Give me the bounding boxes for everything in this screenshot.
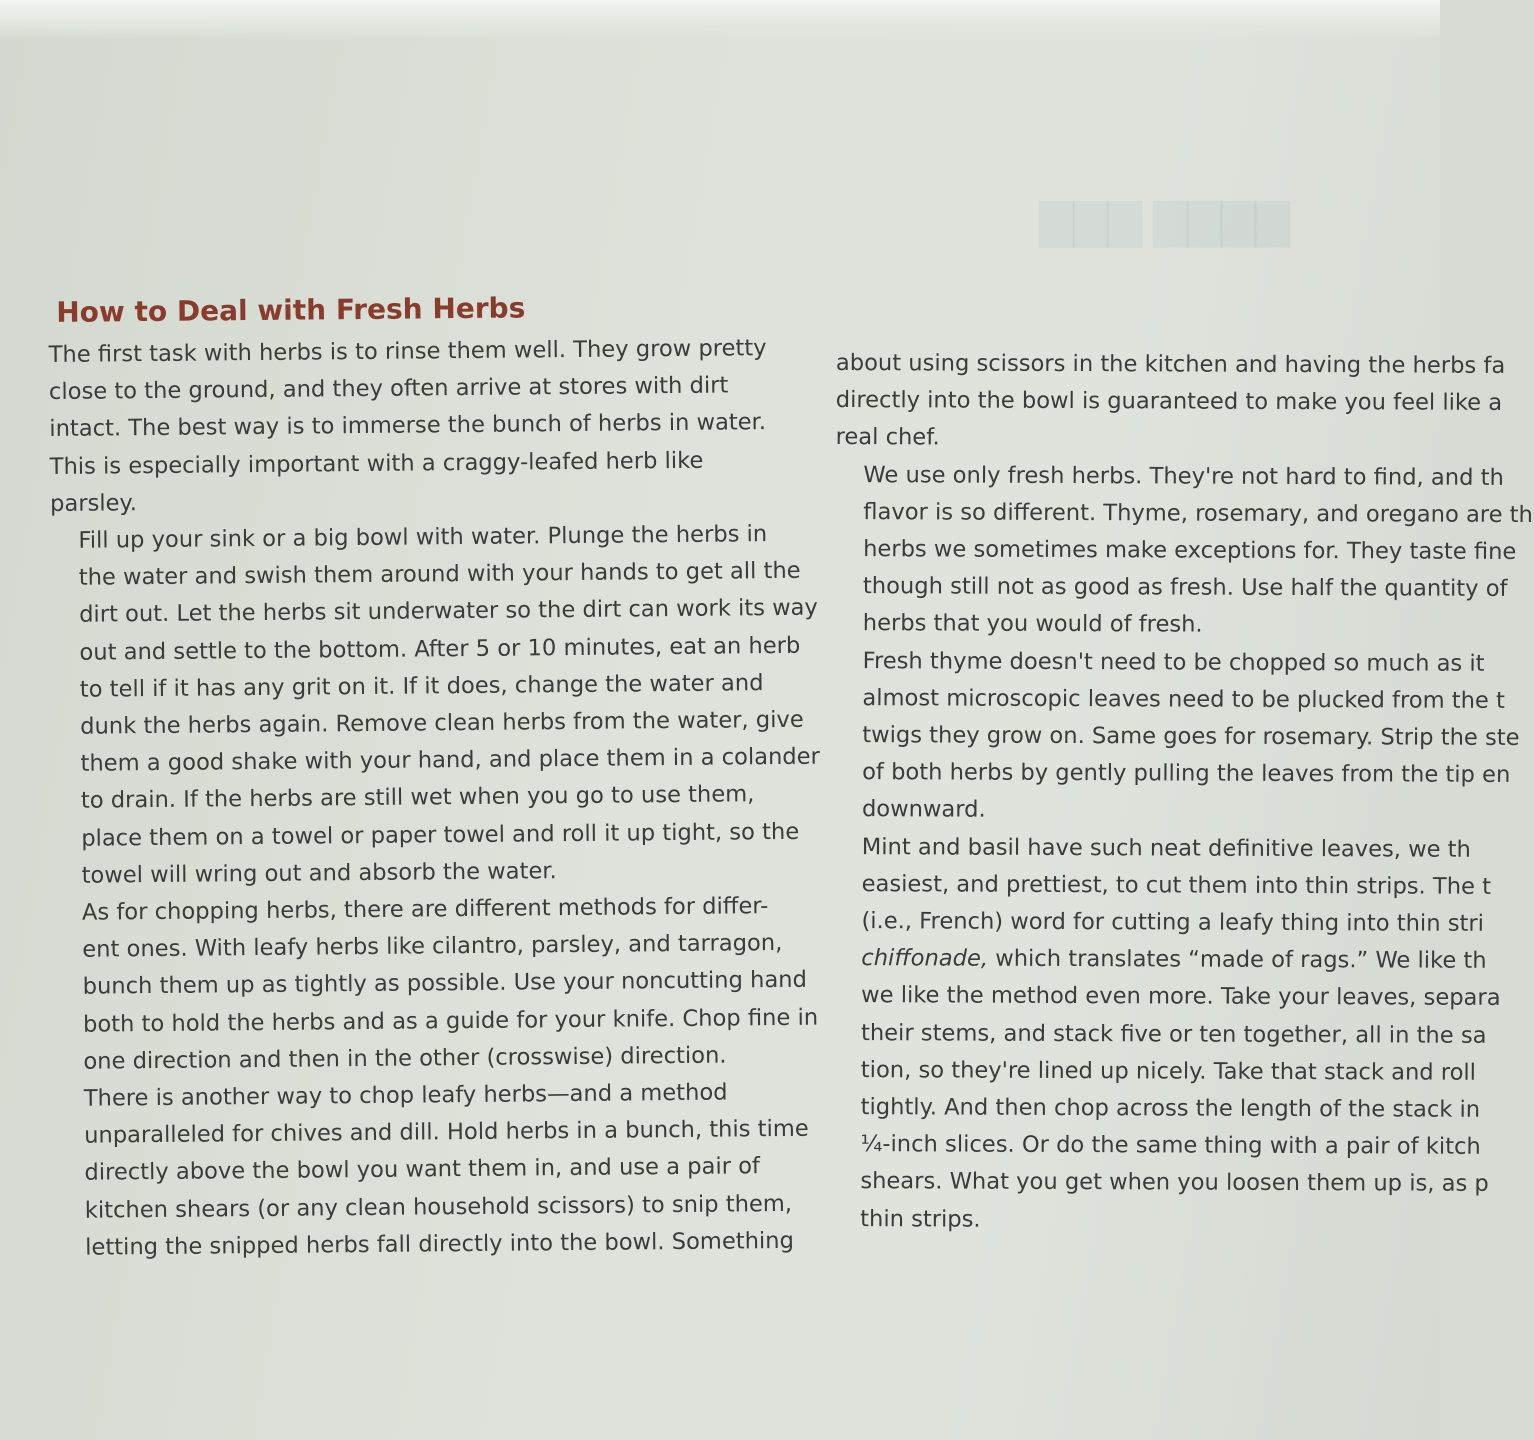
- text-line: their stems, and stack five or ten together, all in the sa: [860, 1019, 1487, 1049]
- paragraph-thyme: [834, 643, 1520, 832]
- text-line: almost microscopic leaves need to be plucked from the t: [862, 684, 1505, 714]
- text-line: flavor is so different. Thyme, rosemary, and oregano are th: [863, 498, 1533, 528]
- text-line: parsley.: [49, 489, 137, 517]
- paragraph-scissors: [56, 1074, 809, 1267]
- show-through-text: ▇▇▇ ▇▇▇▇: [1040, 197, 1290, 246]
- text-line: dunk the herbs again. Remove clean herbs from the water, give: [80, 706, 804, 740]
- text-line: bunch them up as tightly as possible. Use your noncutting hand: [82, 967, 808, 1001]
- text-line: about using scissors in the kitchen and having the herbs fa: [835, 349, 1506, 379]
- section-heading: How to Deal with Fresh Herbs: [56, 291, 526, 329]
- text-line: the water and swish them around with your hands to get all the: [78, 558, 801, 591]
- text-line: unparalleled for chives and dill. Hold herbs in a bunch, this time: [84, 1116, 809, 1149]
- text-line: intact. The best way is to immerse the bunch of herbs in water.: [49, 409, 767, 443]
- text-line: As for chopping herbs, there are different methods for differ-: [81, 893, 769, 926]
- text-line: to drain. If the herbs are still wet when you go to use them,: [80, 781, 755, 815]
- text-line: We use only fresh herbs. They're not hard to find, and th: [863, 461, 1504, 491]
- left-column: [48, 282, 821, 1267]
- text-line: both to hold the herbs and as a guide for your knife. Chop fine in: [82, 1004, 819, 1038]
- text-line: towel will wring out and absorb the water.: [81, 857, 557, 889]
- text-line: real chef.: [835, 424, 940, 451]
- text-line: directly into the bowl is guaranteed to make you feel like a: [835, 387, 1503, 417]
- text-line: Mint and basil have such neat definitive leaves, we th: [861, 833, 1471, 863]
- text-line: Fill up your sink or a big bowl with water. Plunge the herbs in: [78, 521, 768, 554]
- text-fragment: which translates “made of rags.” We like th: [988, 945, 1487, 975]
- text-line: tightly. And then chop across the length of the stack in: [860, 1094, 1481, 1123]
- text-line: kitchen shears (or any clean household scissors) to snip them,: [84, 1190, 793, 1224]
- page-top-edge: [0, 0, 1440, 40]
- paragraph-rinsing: [48, 330, 790, 523]
- text-line: twigs they grow on. Same goes for rosemary. Strip the ste: [862, 722, 1520, 752]
- text-line: ¼-inch slices. Or do the same thing with a pair of kitch: [860, 1131, 1481, 1161]
- text-line: to tell if it has any grit on it. If it does, change the water and: [79, 669, 764, 703]
- right-column: [832, 345, 1533, 1241]
- chiffonade-term: chiffonade,: [861, 945, 989, 972]
- text-line: we like the method even more. Take your leaves, separa: [861, 982, 1501, 1012]
- text-line: Fresh thyme doesn't need to be chopped so much as it: [862, 647, 1485, 677]
- text-line: herbs we sometimes make exceptions for. They taste fine: [863, 536, 1517, 565]
- text-line: close to the ground, and they often arrive at stores with dirt: [48, 372, 729, 406]
- text-line: easiest, and prettiest, to cut them into thin strips. The t: [861, 870, 1492, 900]
- text-line: dirt out. Let the herbs sit underwater so the dirt can work its way: [79, 595, 818, 629]
- text-line: herbs that you would of fresh.: [862, 610, 1203, 639]
- paragraph-fresh-only: [835, 457, 1533, 646]
- text-line: This is especially important with a craggy-leafed herb like: [49, 447, 704, 480]
- paragraph-continued: [835, 345, 1506, 459]
- text-line: There is another way to chop leafy herbs—and a method: [83, 1079, 728, 1112]
- text-line: The first task with herbs is to rinse them well. They grow pretty: [48, 335, 767, 368]
- text-line: of both herbs by gently pulling the leaves from the tip en: [862, 759, 1511, 789]
- paragraph-chiffonade: [832, 829, 1501, 1241]
- text-line: out and settle to the bottom. After 5 or 10 minutes, eat an herb: [79, 632, 801, 666]
- text-line: downward.: [861, 796, 986, 824]
- text-line: shears. What you get when you loosen them up is, as p: [860, 1168, 1489, 1198]
- text-line: ent ones. With leafy herbs like cilantro, parsley, and tarragon,: [82, 930, 783, 963]
- text-line: tion, so they're lined up nicely. Take that stack and roll: [860, 1056, 1477, 1086]
- text-line: one direction and then in the other (crosswise) direction.: [83, 1042, 727, 1075]
- text-line: them a good shake with your hand, and place them in a colander: [80, 743, 821, 777]
- text-line: (i.e., French) word for cutting a leafy thing into thin stri: [861, 908, 1484, 937]
- text-line: place them on a towel or paper towel and roll it up tight, so the: [81, 818, 800, 852]
- text-line: letting the snipped herbs fall directly into the bowl. Something: [85, 1227, 795, 1261]
- text-line: [833, 940, 1487, 980]
- paragraph-washing: [50, 516, 821, 895]
- paragraph-chopping: [54, 888, 819, 1081]
- text-line: thin strips.: [860, 1205, 981, 1233]
- text-line: though still not as good as fresh. Use half the quantity of: [862, 573, 1508, 603]
- text-line: directly above the bowl you want them in, and use a pair of: [84, 1153, 761, 1187]
